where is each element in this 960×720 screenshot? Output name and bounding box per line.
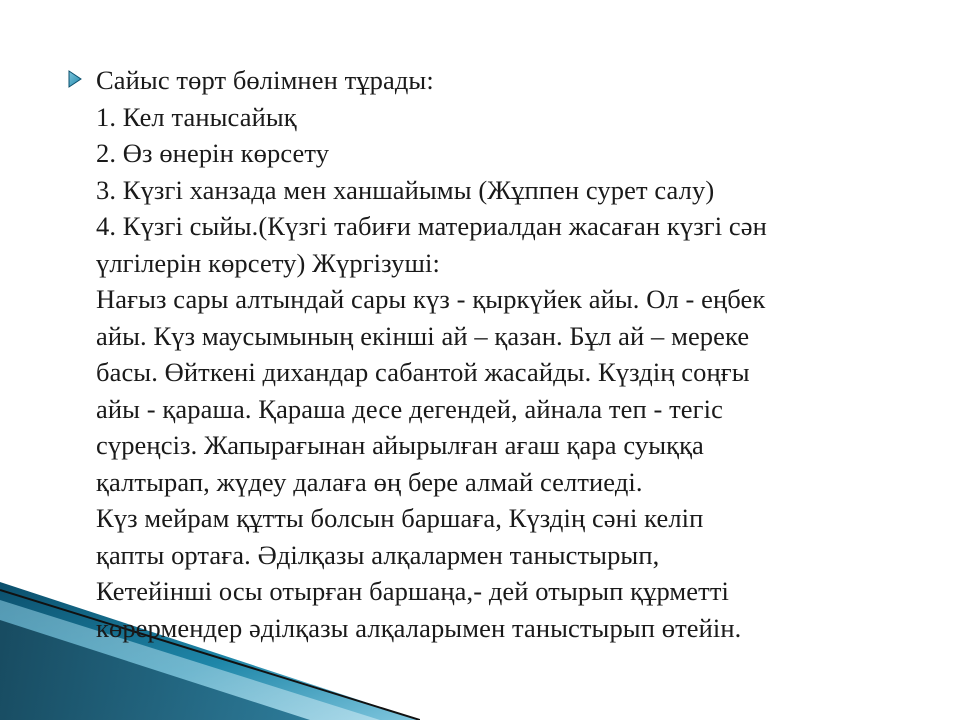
- text-line: Сайыс төрт бөлімнен тұрады:: [96, 65, 434, 95]
- text-line: үлгілерін көрсету) Жүргізуші:: [96, 247, 440, 278]
- text-line: қапты ортаға. Әділқазы алқалармен таныстырып,: [96, 539, 660, 570]
- text-line: 4. Күзгі сыйы.(Күзгі табиғи материалдан жасаған күзгі сән: [96, 211, 767, 241]
- slide-body: [66, 62, 916, 646]
- triangle-bullet-icon: [68, 70, 82, 88]
- text-line: Кетейінші осы отырған баршаңа,- дей отырып құрметті: [96, 576, 729, 606]
- bullet-item: [66, 62, 916, 646]
- text-line: сүреңсіз. Жапырағынан айырылған ағаш қара суыққа: [96, 430, 704, 460]
- text-line: айы - қараша. Қараша десе дегендей, айнала теп - тегіс: [96, 393, 723, 424]
- text-line: Нағыз сары алтындай сары күз - қыркүйек айы. Ол - еңбек: [96, 284, 766, 314]
- text-line: Күз мейрам құтты болсын баршаға, Күздің сәні келіп: [96, 503, 704, 533]
- text-line: 3. Күзгі ханзада мен ханшайымы (Жұппен сурет салу): [96, 174, 715, 205]
- text-line: 1. Кел танысайық: [96, 101, 297, 132]
- text-line: айы. Күз маусымының екінші ай – қазан. Бұл ай – мереке: [96, 320, 750, 351]
- text-line: басы. Өйткені дихандар сабантой жасайды. Күздің соңғы: [96, 357, 750, 387]
- text-line: қалтырап, жүдеу далаға өң бере алмай селтиеді.: [96, 466, 643, 497]
- text-line: 2. Өз өнерін көрсету: [96, 138, 330, 168]
- bullet-text: [96, 62, 916, 646]
- text-line: көрермендер әділқазы алқаларымен таныстырып өтейін.: [96, 612, 742, 643]
